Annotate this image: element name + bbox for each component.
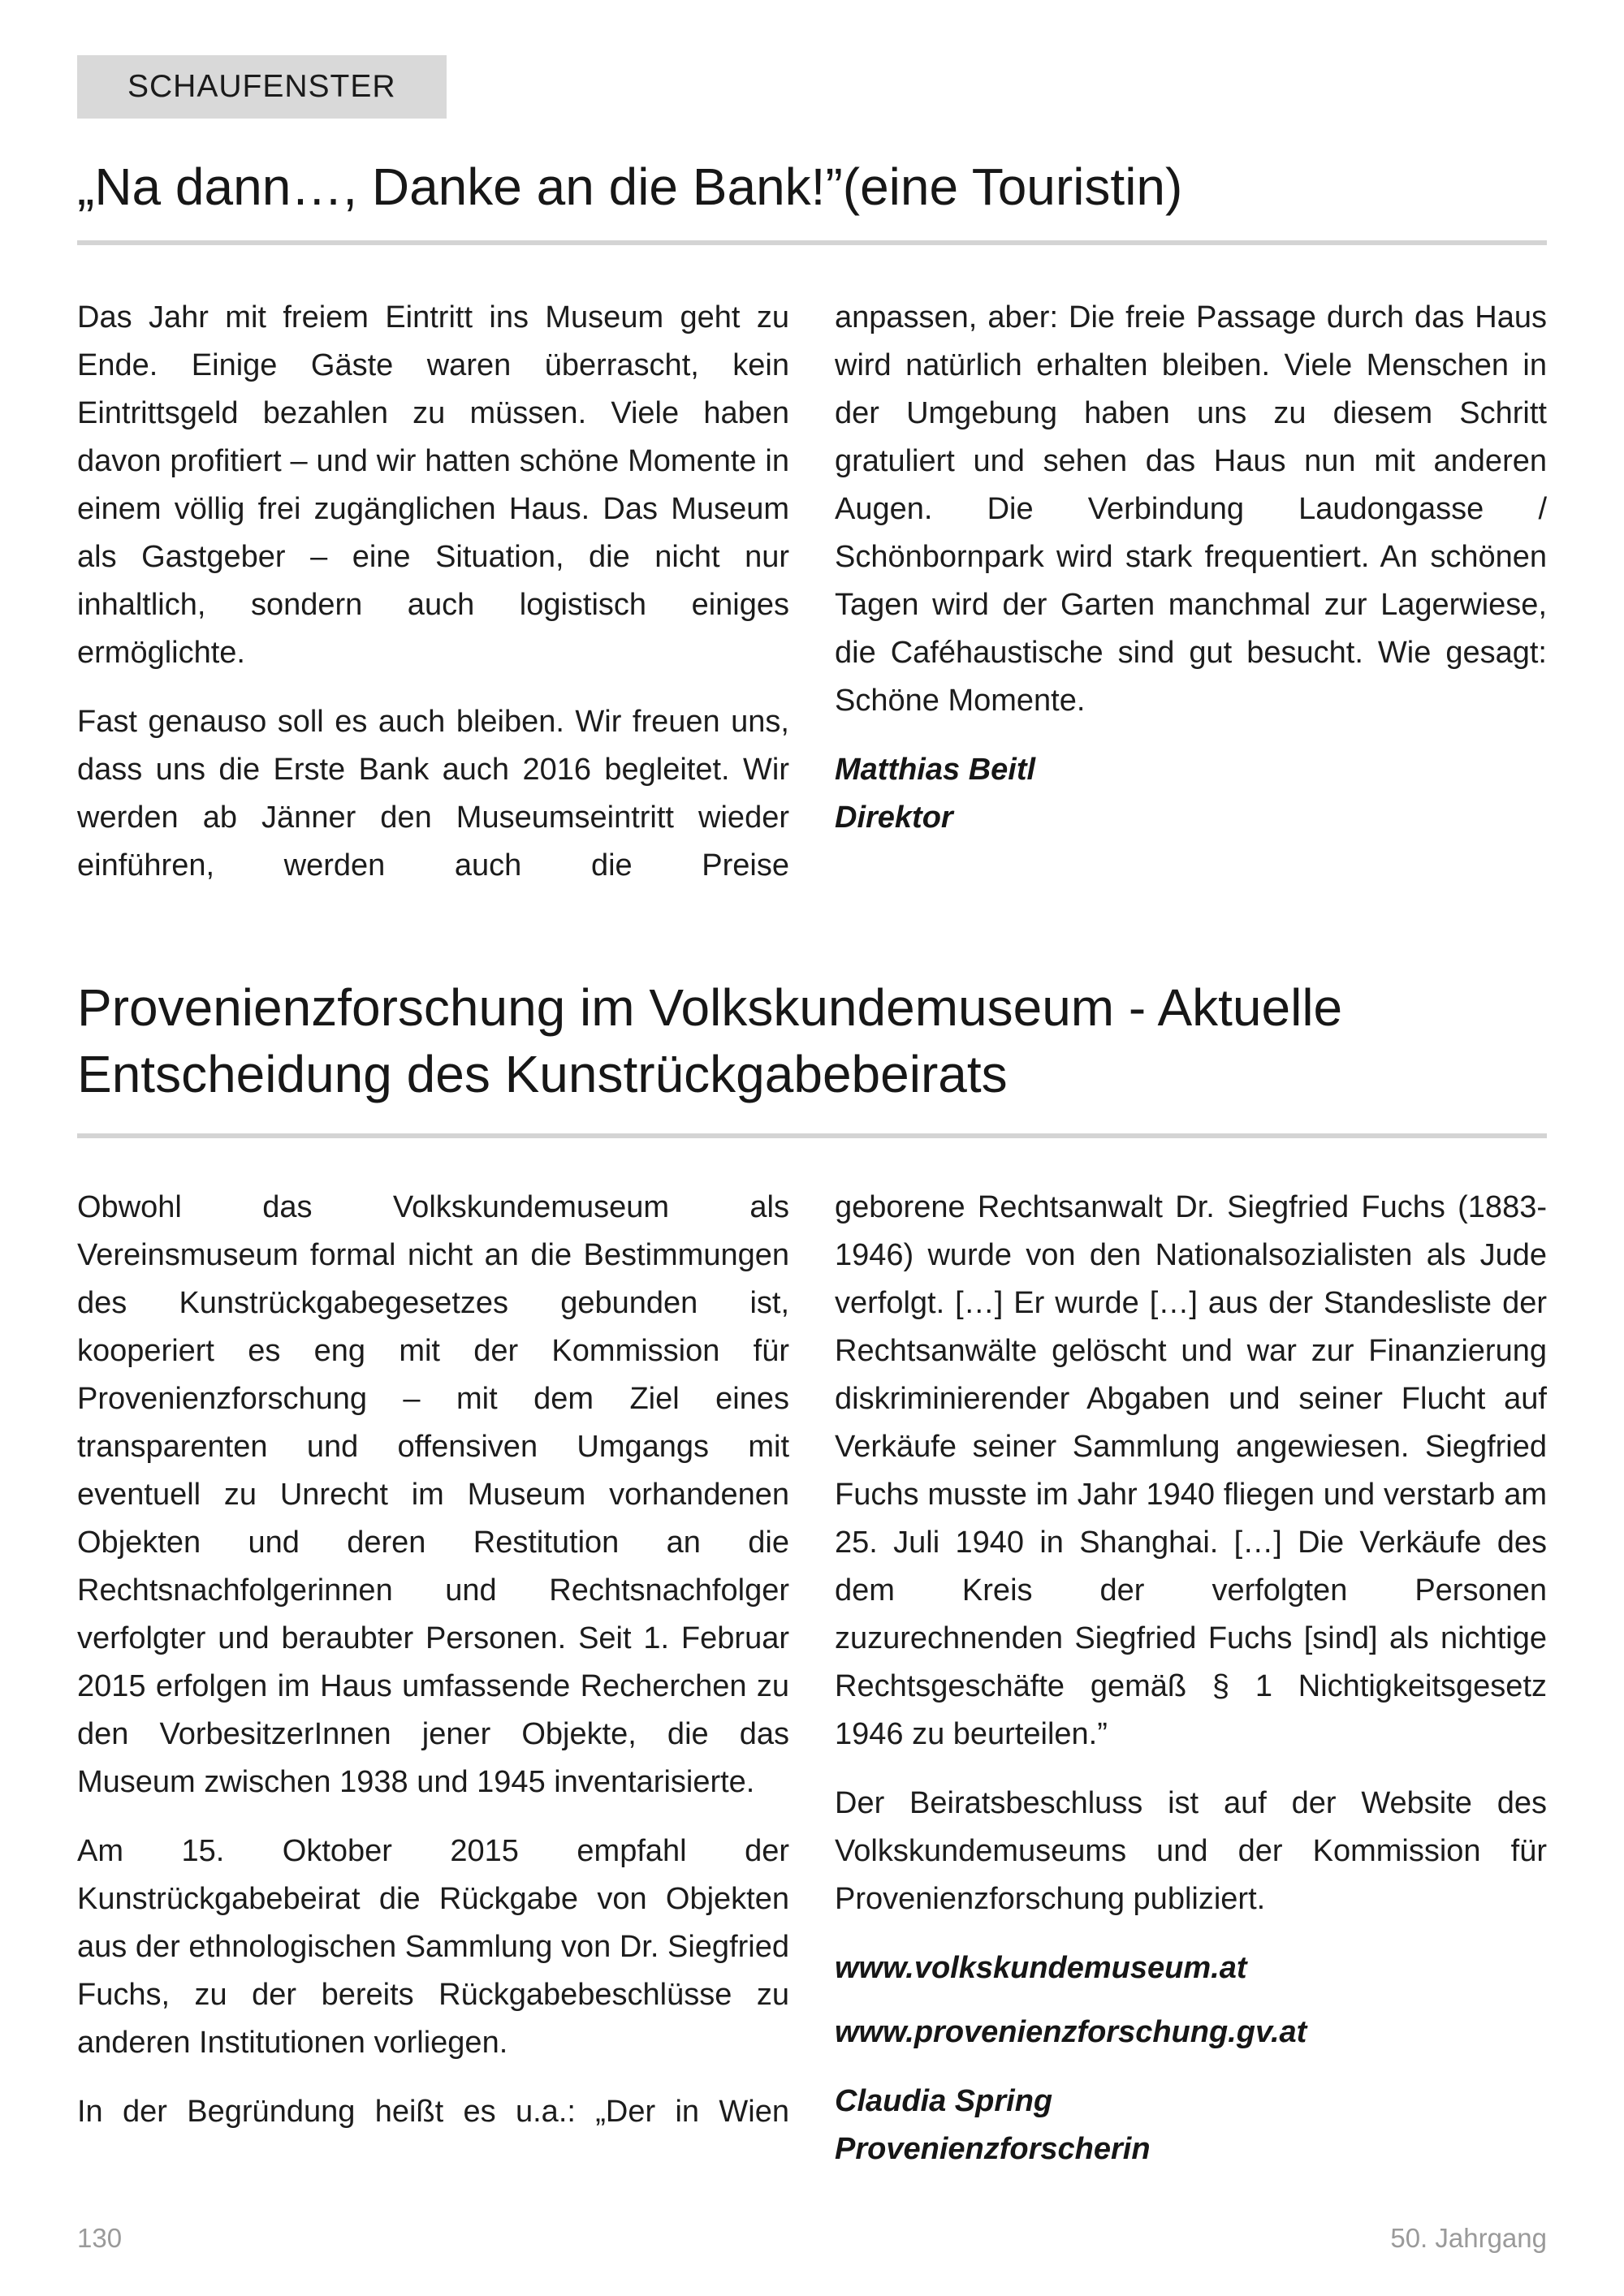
link-volkskundemuseum[interactable]: www.volkskundemuseum.at xyxy=(835,1951,1247,1985)
signature-role: Direktor xyxy=(835,801,953,835)
signature-role: Provenienzforscherin xyxy=(835,2132,1151,2166)
signature-name: Claudia Spring xyxy=(835,2084,1053,2118)
signature-name: Matthias Beitl xyxy=(835,753,1036,787)
divider-rule xyxy=(77,1133,1547,1138)
article2-column-right xyxy=(835,1184,1547,2173)
website-links xyxy=(835,1944,1547,2056)
body-paragraph: In der Begründung heißt es u.a.: „Der in Wien xyxy=(77,2095,789,2129)
article1-column-right xyxy=(835,294,1547,890)
body-paragraph: Obwohl das Volkskundemuseum als Vereinsmuseum formal nicht an die Bestimmungen des Kunstrückgabegesetzes gebunden ist, kooperiert es eng mit der Kommission für Provenienzforschung – mit dem Ziel eines transparenten und offensiven Umgangs mit eventuell zu Unrecht im Museum vorhandenen Objekten und deren Restitution an die Rechtsnachfolgerinnen und Rechtsnachfolger verfolgter und beraubter Personen. Seit 1. Februar 2015 erfolgen im Haus umfassende Recherchen zu den VorbesitzerInnen jener Objekte, die das Museum zwischen 1938 und 1945 inventarisierte. xyxy=(77,1190,789,1799)
body-paragraph: Fast genauso soll es auch bleiben. Wir freuen uns, dass uns die Erste Bank auch 2016 begleitet. Wir werden ab Jänner den Museumseintritt wieder einführen, werden auch die Preise xyxy=(77,705,789,883)
article1-title: „Na dann…, Danke an die Bank!”(eine Touristin) xyxy=(77,158,1183,216)
footer-volume: 50. Jahrgang xyxy=(1390,2223,1547,2253)
link-provenienzforschung[interactable]: www.provenienzforschung.gv.at xyxy=(835,2015,1307,2049)
article1-columns xyxy=(77,294,1547,890)
article2-columns xyxy=(77,1184,1547,2173)
footer-page-number: 130 xyxy=(77,2223,123,2253)
article1-signature xyxy=(835,746,1547,842)
article2-title: Provenienzforschung im Volkskundemuseum - Aktuelle Entscheidung des Kunstrückgabebeirats xyxy=(77,978,1343,1103)
article1-column-left xyxy=(77,294,789,890)
article2-column-left xyxy=(77,1184,789,2173)
body-paragraph: Das Jahr mit freiem Eintritt ins Museum geht zu Ende. Einige Gäste waren überrascht, kein Eintrittsgeld bezahlen zu müssen. Viele haben davon profitiert – und wir hatten schöne Momente in einem völlig frei zugänglichen Haus. Das Museum als Gastgeber – eine Situation, die nicht nur inhaltlich, sondern auch logistisch einiges ermöglichte. xyxy=(77,300,789,670)
divider-rule xyxy=(77,240,1547,245)
page-footer xyxy=(77,2223,1547,2254)
section-badge: SCHAUFENSTER xyxy=(77,55,447,119)
body-paragraph: anpassen, aber: Die freie Passage durch das Haus wird natürlich erhalten bleiben. Viele Menschen in der Umgebung haben uns zu diesem Schritt gratuliert und sehen das Haus nun mit anderen Augen. Die Verbindung Laudongasse / Schönbornpark wird stark frequentiert. An schönen Tagen wird der Garten manchmal zur Lagerwiese, die Caféhaustische sind gut besucht. Wie gesagt: Schöne Momente. xyxy=(835,300,1547,718)
body-paragraph: Der Beiratsbeschluss ist auf der Website des Volkskundemuseums und der Kommission für Provenienzforschung publiziert. xyxy=(835,1786,1547,1916)
body-paragraph: geborene Rechtsanwalt Dr. Siegfried Fuchs (1883-1946) wurde von den Nationalsozialisten als Jude verfolgt. […] Er wurde […] aus der Standesliste der Rechtsanwälte gelöscht und war zur Finanzierung diskriminierender Abgaben und seiner Flucht auf Verkäufe seiner Sammlung angewiesen. Siegfried Fuchs musste im Jahr 1940 fliegen und verstarb am 25. Juli 1940 in Shanghai. […] Die Verkäufe des dem Kreis der verfolgten Personen zuzurechnenden Siegfried Fuchs [sind] als nichtige Rechtsgeschäfte gemäß § 1 Nichtigkeitsgesetz 1946 zu beurteilen.” xyxy=(835,1190,1547,1751)
body-paragraph: Am 15. Oktober 2015 empfahl der Kunstrückgabebeirat die Rückgabe von Objekten aus der ethnologischen Sammlung von Dr. Siegfried Fuchs, zu der bereits Rückgabebeschlüsse zu anderen Institutionen vorliegen. xyxy=(77,1834,789,2060)
article2-signature xyxy=(835,2078,1547,2173)
